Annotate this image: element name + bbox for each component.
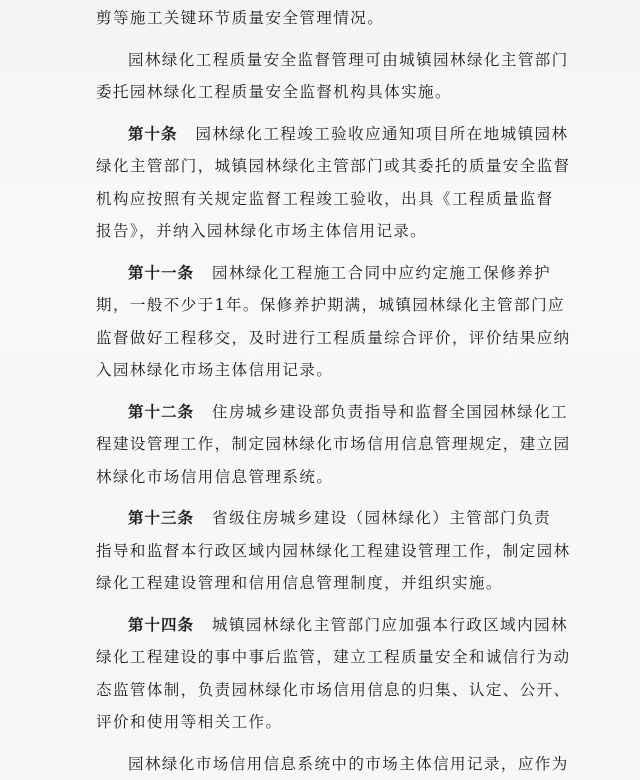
line-text: 评价和使用等相关工作。 xyxy=(96,713,283,731)
paragraph xyxy=(96,748,574,773)
text-line xyxy=(96,641,574,674)
text-line xyxy=(96,609,574,642)
paragraph-gap xyxy=(96,35,574,44)
text-line xyxy=(96,183,574,216)
text-line xyxy=(96,502,574,535)
text-line xyxy=(96,706,574,739)
paragraph xyxy=(96,609,574,739)
line-text: 林绿化市场信用信息管理系统。 xyxy=(96,467,334,486)
text-line xyxy=(96,428,574,461)
text-line xyxy=(96,748,574,773)
paragraph xyxy=(96,257,574,387)
text-line xyxy=(96,322,574,355)
text-line xyxy=(96,354,574,387)
article-number: 第十二条 xyxy=(128,402,195,421)
line-text: 剪等施工关键环节质量安全管理情况。 xyxy=(96,9,385,27)
line-text: 园林绿化市场信用信息系统中的市场主体信用记录，应作为 xyxy=(128,754,569,773)
paragraph-gap xyxy=(96,248,574,257)
line-text: 程建设管理工作，制定园林绿化市场信用信息管理规定，建立园 xyxy=(96,435,571,453)
text-line xyxy=(96,257,574,290)
paragraph xyxy=(96,2,574,35)
document-body xyxy=(96,2,574,773)
line-text: 绿化工程建设的事中事后监管，建立工程质量安全和诚信行为动 xyxy=(96,648,571,666)
line-text: 期，一般不少于1年。保修养护期满，城镇园林绿化主管部门应 xyxy=(96,296,565,314)
paragraph xyxy=(96,396,574,494)
paragraph xyxy=(96,502,574,600)
line-text: 报告》，并纳入园林绿化市场主体信用记录。 xyxy=(96,222,428,240)
text-line xyxy=(96,215,574,248)
line-text: 机构应按照有关规定监督工程竣工验收，出具《工程质量监督 xyxy=(96,189,554,208)
text-line xyxy=(96,2,574,35)
text-line xyxy=(96,150,574,183)
line-text: 态监管体制，负责园林绿化市场信用信息的归集、认定、公开、 xyxy=(96,680,571,699)
paragraph-gap xyxy=(96,600,574,609)
text-line xyxy=(96,289,574,322)
line-text: 省级住房城乡建设（园林绿化）主管部门负责 xyxy=(212,509,552,527)
line-text: 园林绿化工程质量安全监督管理可由城镇园林绿化主管部门 xyxy=(128,50,569,69)
paragraph-gap xyxy=(96,493,574,502)
line-text: 委托园林绿化工程质量安全监督机构具体实施。 xyxy=(96,83,452,101)
line-text: 住房城乡建设部负责指导和监督全国园林绿化工 xyxy=(212,402,568,421)
article-number: 第十四条 xyxy=(128,615,195,634)
text-line xyxy=(96,567,574,600)
text-line xyxy=(96,76,574,109)
paragraph-gap xyxy=(96,739,574,748)
text-line xyxy=(96,674,574,707)
line-text: 绿化工程建设管理和信用信息管理制度，并组织实施。 xyxy=(96,574,503,592)
article-number: 第十条 xyxy=(128,124,178,143)
paragraph xyxy=(96,44,574,109)
line-text: 城镇园林绿化主管部门应加强本行政区域内园林 xyxy=(212,615,568,634)
text-line xyxy=(96,461,574,494)
paragraph-gap xyxy=(96,387,574,396)
line-text: 入园林绿化市场主体信用记录。 xyxy=(96,361,334,379)
line-text: 绿化主管部门，城镇园林绿化主管部门或其委托的质量安全监督 xyxy=(96,157,571,175)
text-line xyxy=(96,535,574,568)
paragraph xyxy=(96,118,574,248)
text-line xyxy=(96,396,574,429)
line-text: 指导和监督本行政区域内园林绿化工程建设管理工作，制定园林 xyxy=(96,541,571,560)
article-number: 第十三条 xyxy=(128,509,195,527)
line-text: 园林绿化工程竣工验收应通知项目所在地城镇园林 xyxy=(195,124,569,143)
line-text: 园林绿化工程施工合同中应约定施工保修养护 xyxy=(212,263,552,282)
article-number: 第十一条 xyxy=(128,263,195,282)
paragraph-gap xyxy=(96,109,574,118)
text-line xyxy=(96,44,574,77)
line-text: 监督做好工程移交，及时进行工程质量综合评价，评价结果应纳 xyxy=(96,328,571,347)
text-line xyxy=(96,118,574,151)
